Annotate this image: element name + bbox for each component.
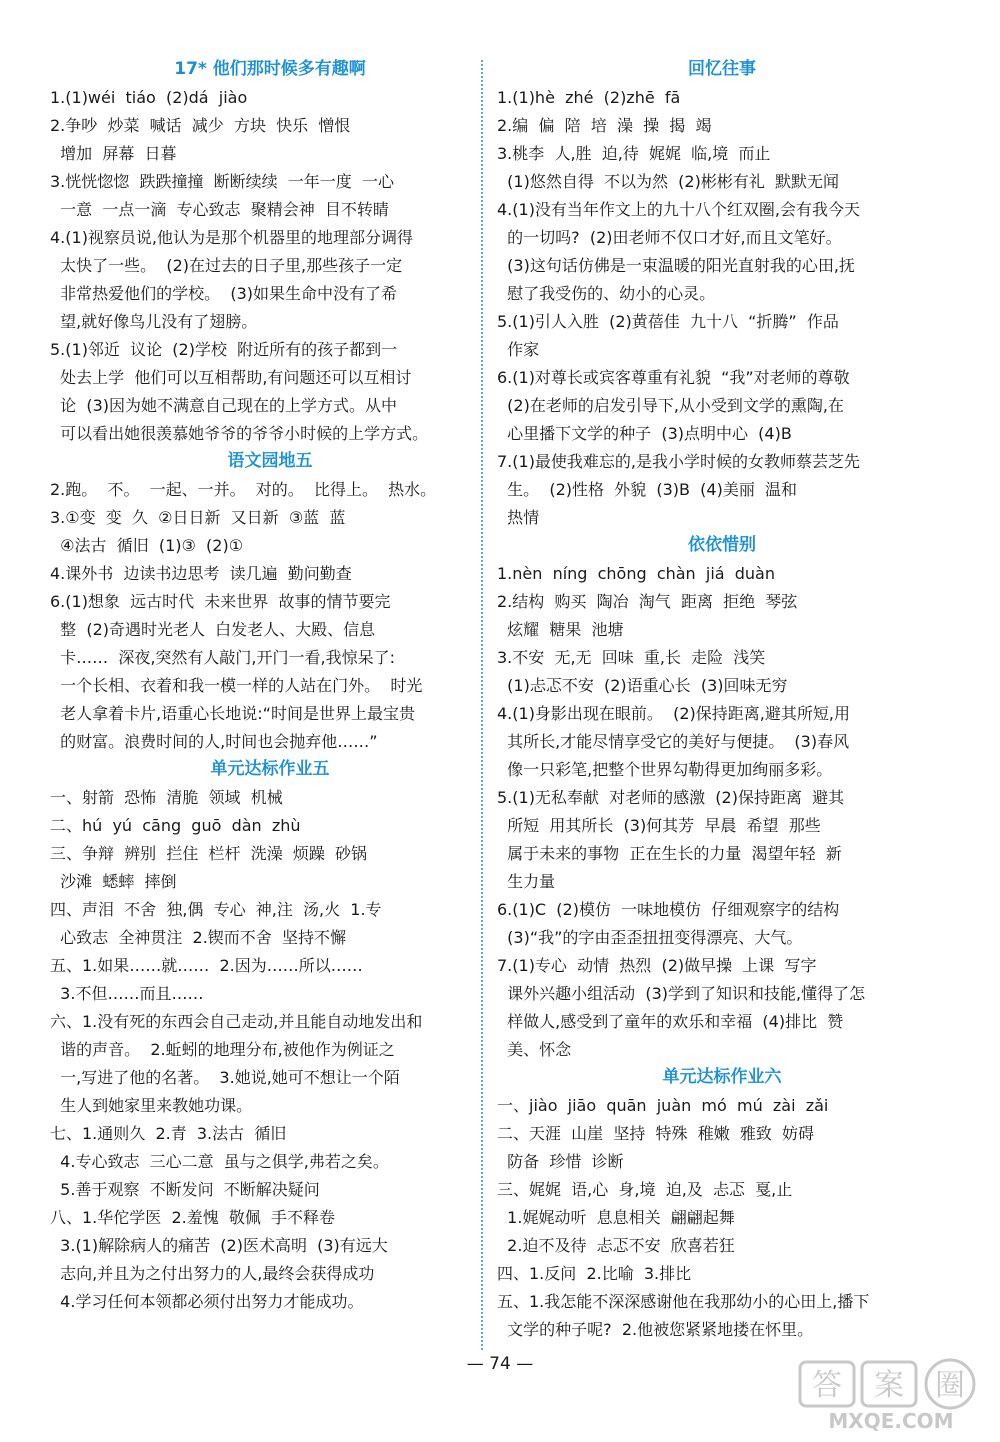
answer-line: 心里播下文学的种子 (3)点明中心 (4)B: [497, 424, 792, 443]
answer-line: 2.结构 购买 陶冶 淘气 距离 拒绝 琴弦: [497, 592, 798, 611]
section-heading: 依依惜别: [688, 535, 756, 555]
answer-line: 2.迫不及待 忐忑不安 欣喜若狂: [497, 1236, 735, 1255]
watermark-logo: [796, 1358, 986, 1434]
answer-line: 作家: [497, 340, 540, 359]
answer-line: 整 (2)奇遇时光老人 白发老人、大殿、信息: [50, 620, 376, 639]
answer-line: 太快了一些。 (2)在过去的日子里,那些孩子一定: [50, 256, 403, 275]
right-column: [497, 56, 947, 1344]
answer-line: 五、1.我怎能不深深感谢他在我那幼小的心田上,播下: [497, 1292, 870, 1311]
answer-line: 6.(1)C (2)模仿 一味地模仿 仔细观察字的结构: [497, 900, 840, 919]
answer-line: 3.(1)解除病人的痛苦 (2)医术高明 (3)有远大: [50, 1236, 388, 1255]
left-column: [50, 56, 490, 1316]
answer-line: ④法古 循旧 (1)③ (2)①: [50, 536, 244, 555]
answer-line: 炫耀 糖果 池塘: [497, 620, 624, 639]
answer-line: 望,就好像鸟儿没有了翅膀。: [50, 312, 258, 331]
answer-line: 谐的声音。 2.蚯蚓的地理分布,被他作为例证之: [50, 1040, 395, 1059]
answer-line: 像一只彩笔,把整个世界勾勒得更加绚丽多彩。: [497, 760, 833, 779]
answer-line: 2.编 偏 陪 培 澡 操 揭 竭: [497, 116, 712, 135]
answer-line: 的财富。浪费时间的人,时间也会抛弃他……”: [50, 732, 378, 751]
answer-line: 5.(1)引人入胜 (2)黄蓓佳 九十八 “折腾” 作品: [497, 312, 839, 331]
answer-line: 二、天涯 山崖 坚持 特殊 稚嫩 雅致 妨碍: [497, 1124, 815, 1143]
answer-line: 志向,并且为之付出努力的人,最终会获得成功: [50, 1264, 375, 1283]
answer-line: 4.(1)视察员说,他认为是那个机器里的地理部分调得: [50, 228, 414, 247]
answer-line: 文学的种子呢? 2.他被您紧紧地搂在怀里。: [497, 1320, 814, 1339]
answer-line: 3.不但……而且……: [50, 984, 204, 1003]
answer-line: 五、1.如果……就…… 2.因为……所以……: [50, 956, 363, 975]
answer-line: 四、声泪 不舍 独,偶 专心 神,注 汤,火 1.专: [50, 900, 382, 919]
answer-line: 一、射箭 恐怖 清脆 领域 机械: [50, 788, 283, 807]
answer-line: 老人拿着卡片,语重心长地说:“时间是世界上最宝贵: [50, 704, 415, 723]
watermark-url: MXQE.COM: [828, 1409, 954, 1433]
answer-line: 7.(1)专心 动情 热烈 (2)做早操 上课 写字: [497, 956, 817, 975]
answer-line: 6.(1)对尊长或宾客尊重有礼貌 “我”对老师的尊敬: [497, 368, 850, 387]
page-number: — 74 —: [466, 1354, 534, 1374]
answer-line: 4.(1)没有当年作文上的九十八个红双圈,会有我今天: [497, 200, 861, 219]
answer-line: 论 (3)因为她不满意自己现在的上学方式。从中: [50, 396, 398, 415]
answer-line: 1.(1)hè zhé (2)zhē fā: [497, 88, 681, 107]
answer-line: 其所长,才能尽情享受它的美好与便捷。 (3)春风: [497, 732, 850, 751]
answer-line: 3.不安 无,无 回味 重,长 走险 浅笑: [497, 648, 766, 667]
answer-line: 美、怀念: [497, 1040, 572, 1059]
answer-line: (2)在老师的启发引导下,从小受到文学的熏陶,在: [497, 396, 845, 415]
watermark-char-1: 答: [812, 1368, 842, 1403]
answer-line: 三、娓娓 语,心 身,境 迫,及 忐忑 戛,止: [497, 1180, 793, 1199]
answer-line: 2.跑。 不。 一起、一并。 对的。 比得上。 热水。: [50, 480, 437, 499]
answer-line: 1.(1)wéi tiáo (2)dá jiào: [50, 88, 248, 107]
answer-line: 3.①变 变 久 ②日日新 又日新 ③蓝 蓝: [50, 508, 346, 527]
answer-line: 三、争辩 辨别 拦住 栏杆 洗澡 烦躁 砂锅: [50, 844, 368, 863]
answer-line: (3)“我”的字由歪歪扭扭变得漂亮、大气。: [497, 928, 803, 947]
answer-line: 卡…… 深夜,突然有人敲门,开门一看,我惊呆了:: [50, 648, 395, 667]
answer-line: 1.娓娓动听 息息相关 翩翩起舞: [497, 1208, 735, 1227]
section-heading: 回忆往事: [688, 59, 756, 79]
answer-line: 生力量: [497, 872, 556, 891]
answer-line: 处去上学 他们可以互相帮助,有问题还可以互相讨: [50, 368, 412, 387]
answer-line: 沙滩 蟋蟀 摔倒: [50, 872, 177, 891]
answer-line: (1)忐忑不安 (2)语重心长 (3)回味无穷: [497, 676, 788, 695]
answer-line: 2.争吵 炒菜 喊话 减少 方块 快乐 憎恨: [50, 116, 351, 135]
answer-line: 四、1.反问 2.比喻 3.排比: [497, 1264, 692, 1283]
answer-line: 1.nèn níng chōng chàn jiá duàn: [497, 564, 775, 583]
column-divider: [481, 60, 483, 1350]
answer-line: 七、1.通则久 2.青 3.法古 循旧: [50, 1124, 287, 1143]
answer-line: (1)悠然自得 不以为然 (2)彬彬有礼 默默无闻: [497, 172, 840, 191]
answer-line: (3)这句话仿佛是一束温暖的阳光直射我的心田,抚: [497, 256, 855, 275]
answer-line: 5.(1)邻近 议论 (2)学校 附近所有的孩子都到一: [50, 340, 398, 359]
answer-line: 5.善于观察 不断发问 不断解决疑问: [50, 1180, 320, 1199]
answer-line: 增加 屏幕 日暮: [50, 144, 177, 163]
answer-line: 可以看出她很羡慕她爷爷的爷爷小时候的上学方式。: [50, 424, 429, 443]
answer-line: 生人到她家里来教她功课。: [50, 1096, 253, 1115]
answer-line: 4.(1)身影出现在眼前。 (2)保持距离,避其所短,用: [497, 704, 850, 723]
answer-line: 一、jiào jiāo quān juàn mó mú zài zǎi: [497, 1096, 829, 1115]
answer-line: 生。 (2)性格 外貌 (3)B (4)美丽 温和: [497, 480, 798, 499]
answer-line: 非常热爱他们的学校。 (3)如果生命中没有了希: [50, 284, 398, 303]
answer-line: 六、1.没有死的东西会自己走动,并且能自动地发出和: [50, 1012, 423, 1031]
answer-line: 一意 一点一滴 专心致志 聚精会神 目不转睛: [50, 200, 389, 219]
answer-line: 所短 用其所长 (3)何其芳 早晨 希望 那些: [497, 816, 821, 835]
answer-line: 4.课外书 边读书边思考 读几遍 勤问勤查: [50, 564, 352, 583]
answer-line: 课外兴趣小组活动 (3)学到了知识和技能,懂得了怎: [497, 984, 866, 1003]
answer-line: 样做人,感受到了童年的欢乐和幸福 (4)排比 赞: [497, 1012, 844, 1031]
answer-line: 3.恍恍惚惚 跌跌撞撞 断断续续 一年一度 一心: [50, 172, 394, 191]
answer-line: 6.(1)想象 远古时代 未来世界 故事的情节要完: [50, 592, 391, 611]
answer-line: 一,写进了他的名著。 3.她说,她可不想让一个陌: [50, 1068, 400, 1087]
answer-line: 热情: [497, 508, 540, 527]
watermark-char-2: 案: [874, 1368, 904, 1403]
answer-line: 防备 珍惜 诊断: [497, 1152, 624, 1171]
answer-line: 二、hú yú cāng guō dàn zhù: [50, 816, 301, 835]
answer-line: 慰了我受伤的、幼小的心灵。: [497, 284, 716, 303]
answer-line: 的一切吗? (2)田老师不仅口才好,而且文笔好。: [497, 228, 842, 247]
section-heading: 语文园地五: [227, 451, 313, 471]
answer-line: 3.桃李 人,胜 迫,待 娓娓 临,境 而止: [497, 144, 771, 163]
answer-line: 一个长相、衣着和我一模一样的人站在门外。 时光: [50, 676, 423, 695]
section-heading: 17* 他们那时候多有趣啊: [174, 59, 366, 79]
section-heading: 单元达标作业五: [210, 759, 330, 779]
answer-line: 属于未来的事物 正在生长的力量 渴望年轻 新: [497, 844, 842, 863]
section-heading: 单元达标作业六: [662, 1067, 782, 1087]
answer-line: 八、1.华佗学医 2.羞愧 敬佩 手不释卷: [50, 1208, 336, 1227]
answer-line: 4.专心致志 三心二意 虽与之俱学,弗若之矣。: [50, 1152, 389, 1171]
answer-line: 4.学习任何本领都必须付出努力才能成功。: [50, 1292, 364, 1311]
answer-line: 5.(1)无私奉献 对老师的感激 (2)保持距离 避其: [497, 788, 845, 807]
watermark-char-3: 圈: [935, 1368, 965, 1403]
answer-line: 心致志 全神贯注 2.锲而不舍 坚持不懈: [50, 928, 346, 947]
answer-line: 7.(1)最使我难忘的,是我小学时候的女教师蔡芸芝先: [497, 452, 861, 471]
